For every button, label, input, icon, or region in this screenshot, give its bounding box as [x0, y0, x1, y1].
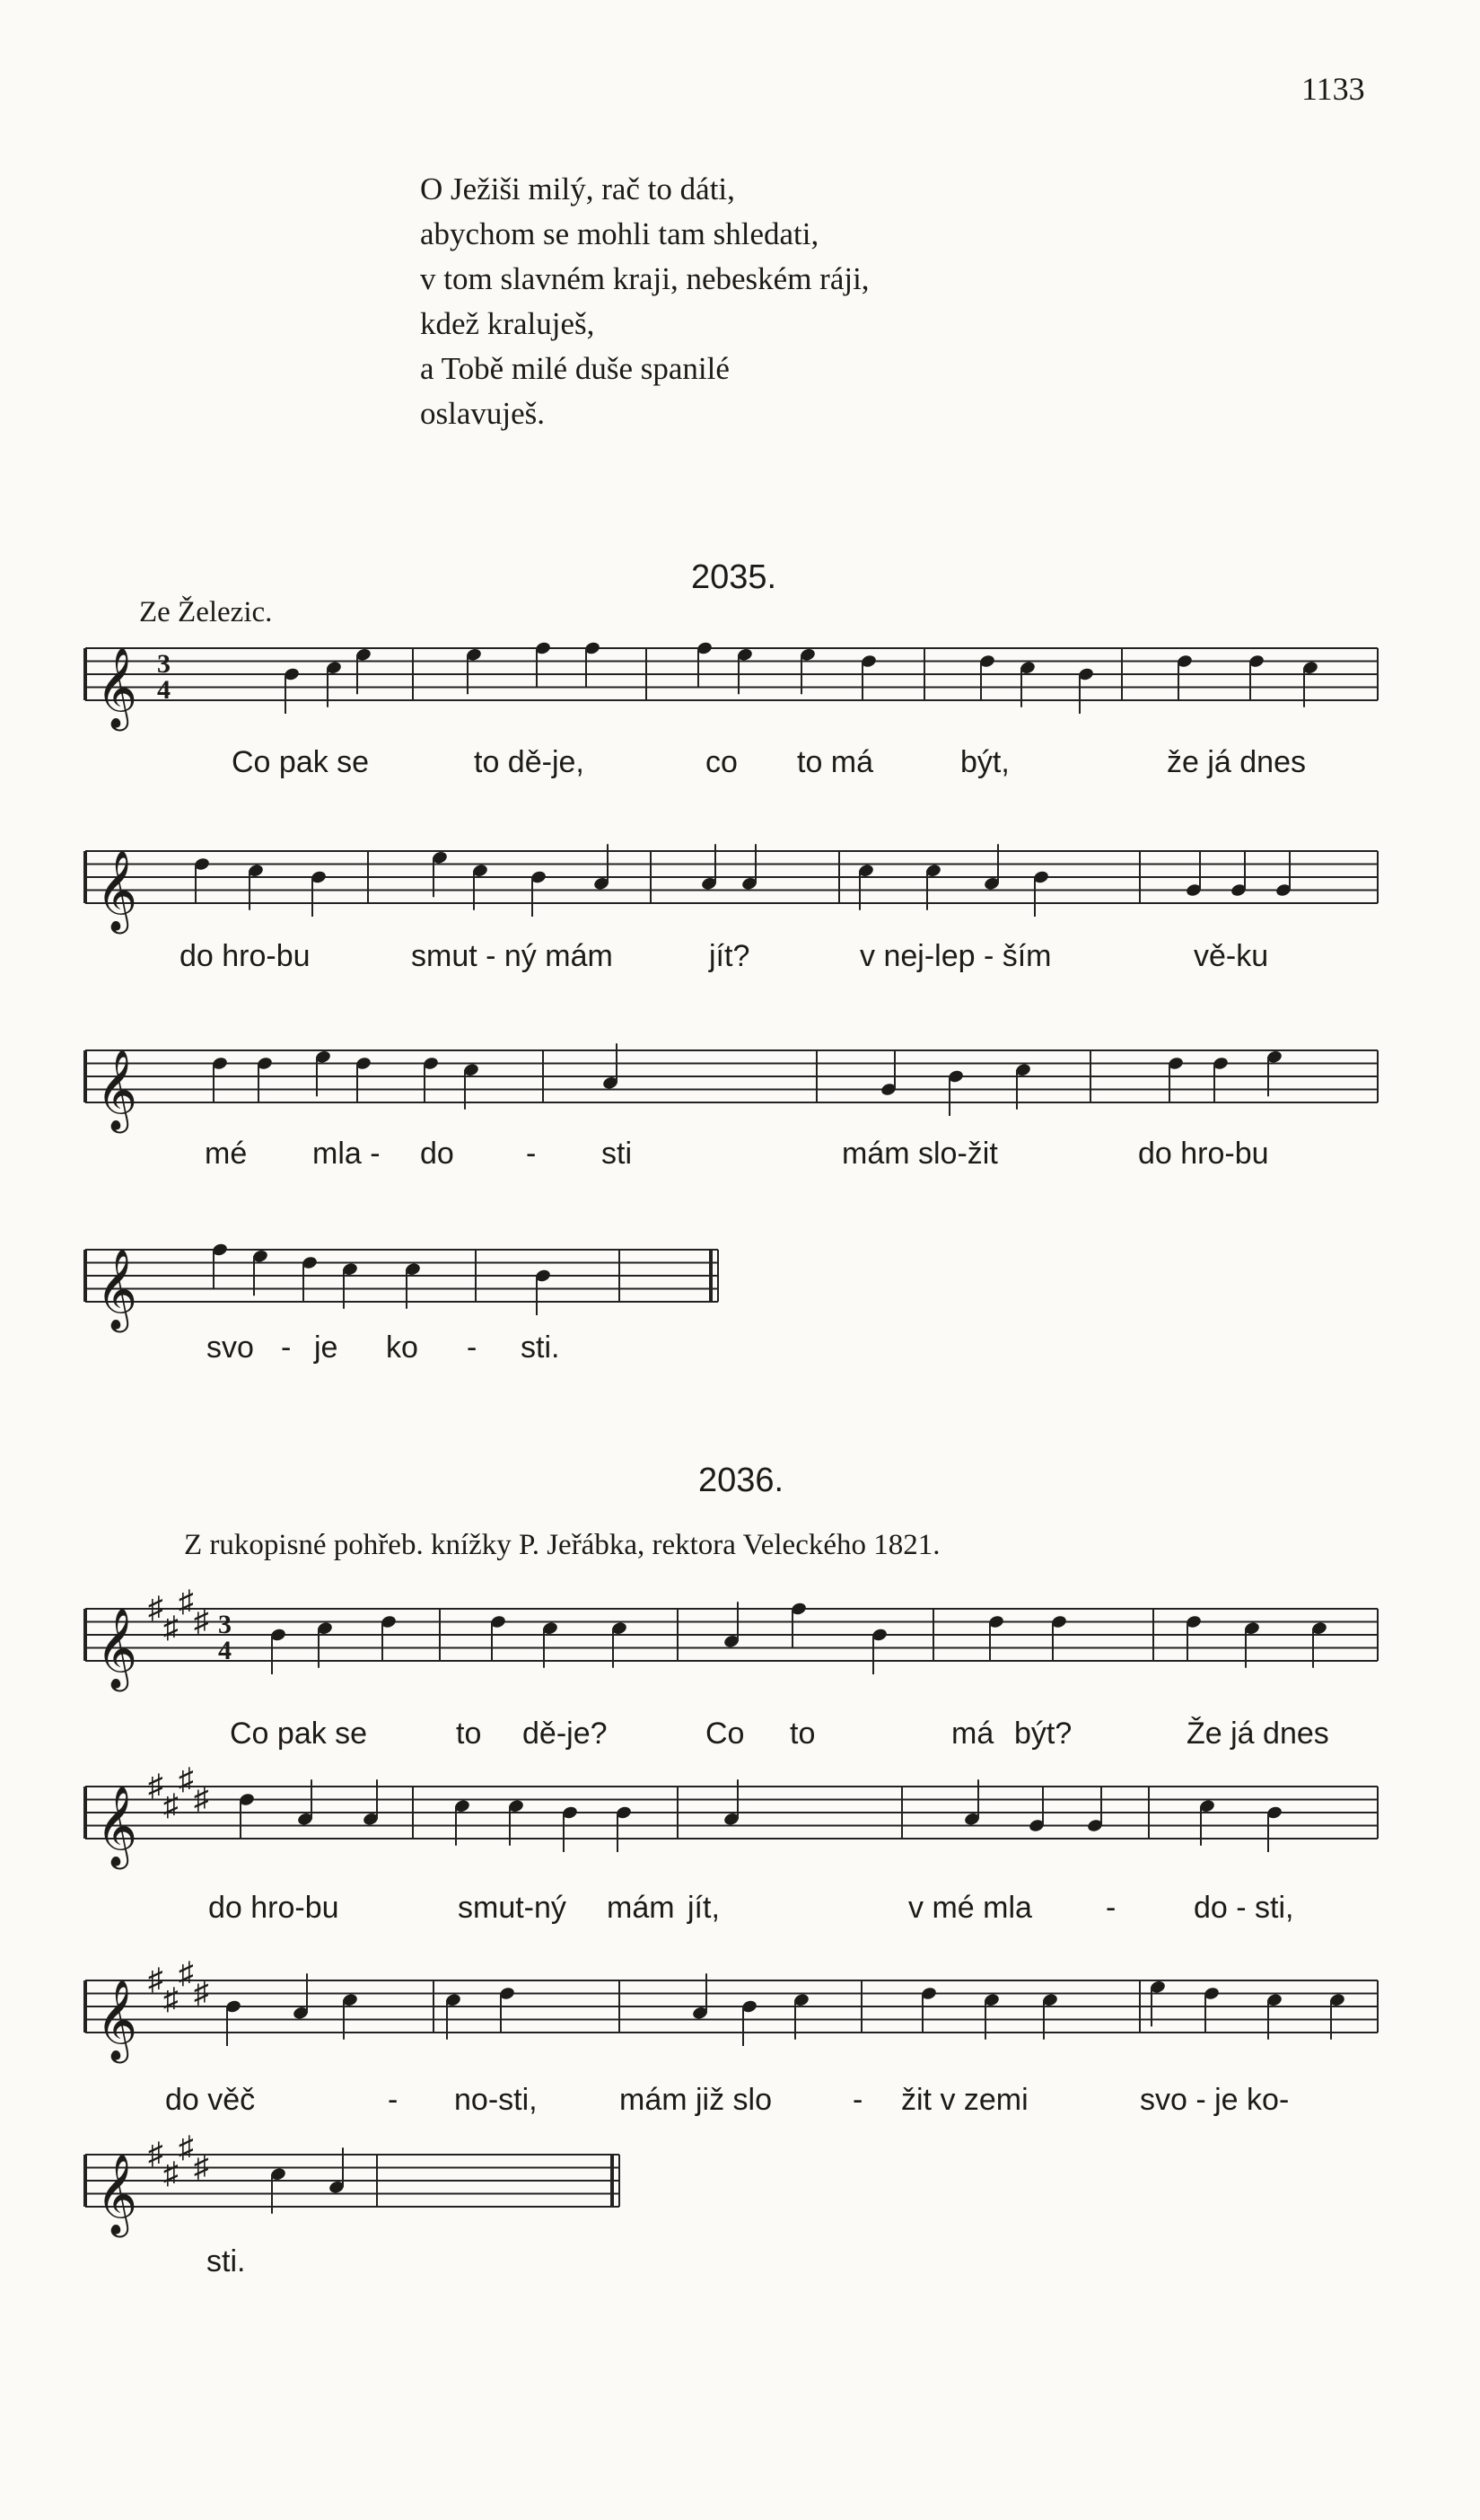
sharp-icon: ♯ [148, 1592, 163, 1625]
treble-clef-icon: 𝄞 [96, 1608, 138, 1689]
treble-clef-icon: 𝄞 [96, 850, 138, 931]
lyric-syllable: sti. [521, 1330, 560, 1365]
note-head [1041, 1992, 1058, 2007]
treble-clef-icon: 𝄞 [96, 647, 138, 728]
note-head [465, 647, 482, 663]
treble-clef-icon: 𝄞 [96, 1980, 138, 2060]
note-head [880, 1082, 897, 1097]
treble-clef-icon: 𝄞 [96, 1249, 138, 1330]
lyric-syllable: být, [960, 745, 1010, 779]
lyric-syllable: v mé mla [908, 1891, 1032, 1925]
note-head [1028, 1818, 1045, 1833]
sharp-icon: ♯ [163, 2156, 179, 2191]
lyric-syllable: smut - ný mám [411, 939, 613, 973]
lyric-syllable: Co pak se [232, 745, 370, 779]
note-head [269, 2166, 286, 2182]
note-head [238, 1792, 255, 1807]
note-head [193, 856, 210, 872]
note-head [301, 1255, 318, 1270]
lyric-syllable: dě-je? [522, 1717, 608, 1751]
lyric-syllable: mla - [312, 1137, 381, 1171]
note-head [978, 654, 995, 669]
note-head [1301, 660, 1318, 675]
song-number: 2036. [698, 1462, 784, 1499]
lyric-syllable: žit v zemi [901, 2083, 1029, 2117]
note-head [740, 876, 758, 891]
note-head [1032, 870, 1049, 885]
note-head [1086, 1818, 1103, 1833]
note-head [1203, 1986, 1220, 2001]
note-head [691, 2006, 708, 2021]
note-head [1243, 1620, 1260, 1636]
note-head [947, 1069, 964, 1084]
lyric-syllable: to [456, 1717, 482, 1751]
lyric-syllable: svo - je ko- [1140, 2083, 1290, 2117]
note-head [1265, 1805, 1283, 1821]
treble-clef-icon: 𝄞 [96, 1786, 138, 1866]
note-head [700, 876, 717, 891]
note-head [740, 1999, 758, 2015]
note-head [1149, 1980, 1166, 1995]
note-head [296, 1812, 313, 1827]
note-head [583, 641, 600, 656]
note-head [983, 1992, 1000, 2007]
poem-line: abychom se mohli tam shledati, [420, 216, 819, 251]
lyric-syllable: ko [386, 1330, 418, 1365]
poem-line: O Ježiši milý, rač to dáti, [420, 171, 735, 206]
poem-line: v tom slavném kraji, nebeském ráji, [420, 261, 870, 296]
note-head [793, 1992, 810, 2007]
time-signature-digit: 4 [218, 1636, 232, 1665]
sharp-icon: ♯ [163, 1611, 179, 1645]
note-head [722, 1812, 740, 1827]
lyric-syllable: mé [205, 1137, 248, 1171]
lyric-syllable: to [790, 1717, 816, 1751]
note-head [380, 1614, 397, 1629]
note-head [251, 1249, 268, 1264]
sharp-icon: ♯ [194, 2150, 209, 2184]
note-head [983, 876, 1000, 891]
note-head [1167, 1056, 1184, 1071]
note-head [736, 647, 753, 663]
lyric-syllable: v nej-lep - ším [860, 939, 1052, 973]
lyric-syllable: jít, [687, 1891, 720, 1925]
note-head [211, 1242, 228, 1258]
note-head [857, 863, 874, 878]
lyric-syllable: Co [705, 1717, 745, 1751]
lyric-syllable: svo [206, 1330, 254, 1365]
note-head [292, 2006, 309, 2021]
time-signature-digit: 3 [157, 649, 171, 679]
lyric-syllable: no-sti, [454, 2083, 538, 2117]
poem-stanza [420, 167, 870, 436]
note-head [1265, 1992, 1283, 2007]
note-head [489, 1614, 506, 1629]
lyric-syllable: mám [607, 1891, 675, 1925]
lyric-syllable: co [705, 745, 738, 779]
lyric-syllable: smut-ný [458, 1891, 566, 1925]
sharp-icon: ♯ [194, 1782, 209, 1816]
note-head [1274, 882, 1292, 898]
lyric-syllable: to má [797, 745, 874, 779]
lyric-syllable: být? [1014, 1717, 1073, 1751]
note-head [696, 641, 713, 656]
note-head [534, 641, 551, 656]
note-head [1185, 882, 1202, 898]
note-head [453, 1798, 470, 1813]
note-head [1310, 1620, 1327, 1636]
note-head [924, 863, 941, 878]
note-head [534, 1269, 551, 1284]
note-head [316, 1620, 333, 1636]
poem-line: kdež kraluješ, [420, 306, 595, 341]
note-head [444, 1992, 461, 2007]
sharp-icon: ♯ [179, 2130, 194, 2164]
sharp-icon: ♯ [148, 2138, 163, 2171]
note-head [269, 1628, 286, 1643]
note-head [871, 1628, 888, 1643]
note-head [1185, 1614, 1202, 1629]
note-head [431, 850, 448, 865]
note-head [530, 870, 547, 885]
note-head [310, 870, 327, 885]
time-signature-digit: 3 [218, 1610, 232, 1639]
time-signature-digit: 4 [157, 675, 171, 705]
song-origin: Ze Železic. [139, 596, 273, 628]
note-head [1014, 1062, 1031, 1077]
note-head [799, 647, 816, 663]
lyric-syllable: - [853, 2083, 863, 2117]
sharp-icon: ♯ [179, 1956, 194, 1990]
lyric-syllable: do [420, 1137, 454, 1171]
note-head [498, 1986, 515, 2001]
sharp-icon: ♯ [163, 1982, 179, 2016]
note-head [462, 1062, 479, 1077]
lyric-syllable: do hro-bu [208, 1891, 339, 1925]
sharp-icon: ♯ [148, 1963, 163, 1997]
lyric-syllable: sti. [206, 2244, 246, 2279]
sharp-icon: ♯ [194, 1604, 209, 1638]
note-head [790, 1602, 807, 1617]
treble-clef-icon: 𝄞 [96, 2154, 138, 2235]
note-head [1265, 1049, 1283, 1065]
note-head [341, 1992, 358, 2007]
page-number: 1133 [1301, 71, 1365, 107]
note-head [1176, 654, 1193, 669]
lyric-syllable: má [951, 1717, 994, 1751]
note-head [987, 1614, 1004, 1629]
song-number: 2035. [691, 558, 777, 596]
lyric-syllable: vě-ku [1194, 939, 1269, 973]
treble-clef-icon: 𝄞 [96, 1049, 138, 1130]
note-head [404, 1261, 421, 1277]
note-head [507, 1798, 524, 1813]
lyric-syllable: - [281, 1330, 292, 1365]
note-head [471, 863, 488, 878]
poem-line: oslavuješ. [420, 396, 546, 431]
note-head [1248, 654, 1265, 669]
lyric-syllable: že já dnes [1167, 745, 1306, 779]
note-head [256, 1056, 273, 1071]
lyric-syllable: mám slo-žit [842, 1137, 998, 1171]
lyric-syllable: mám již slo [619, 2083, 773, 2117]
note-head [1077, 667, 1094, 682]
note-head [963, 1812, 980, 1827]
lyric-syllable: je [314, 1330, 338, 1365]
note-head [615, 1805, 632, 1821]
note-head [224, 1999, 241, 2015]
note-head [355, 1056, 372, 1071]
note-head [541, 1620, 558, 1636]
note-head [328, 2180, 345, 2195]
lyric-syllable: - [526, 1137, 537, 1171]
sharp-icon: ♯ [163, 1788, 179, 1822]
note-head [1019, 660, 1036, 675]
lyric-syllable: Že já dnes [1187, 1717, 1329, 1751]
lyric-syllable: - [467, 1330, 477, 1365]
lyric-syllable: do věč [165, 2083, 256, 2117]
note-head [561, 1805, 578, 1821]
lyric-syllable: do - sti, [1194, 1891, 1294, 1925]
note-head [211, 1056, 228, 1071]
lyric-syllable: do hro-bu [180, 939, 311, 973]
note-head [422, 1056, 439, 1071]
lyric-syllable: sti [601, 1137, 632, 1171]
note-head [362, 1812, 379, 1827]
note-head [1212, 1056, 1229, 1071]
note-head [314, 1049, 331, 1065]
note-head [722, 1634, 740, 1649]
note-head [1198, 1798, 1215, 1813]
lyric-syllable: do hro-bu [1138, 1137, 1269, 1171]
note-head [247, 863, 264, 878]
note-head [920, 1986, 937, 2001]
lyric-syllable: - [388, 2083, 398, 2117]
sharp-icon: ♯ [179, 1585, 194, 1619]
note-head [610, 1620, 627, 1636]
note-head [325, 660, 342, 675]
note-head [283, 667, 300, 682]
lyric-syllable: to dě-je, [474, 745, 584, 779]
note-head [1230, 882, 1247, 898]
lyric-syllable: Co pak se [230, 1717, 368, 1751]
note-head [341, 1261, 358, 1277]
poem-line: a Tobě milé duše spanilé [420, 351, 730, 386]
sharp-icon: ♯ [148, 1769, 163, 1803]
sharp-icon: ♯ [179, 1762, 194, 1796]
note-head [860, 654, 877, 669]
note-head [601, 1076, 618, 1091]
lyric-syllable: jít? [709, 939, 750, 973]
song-origin: Z rukopisné pohřeb. knížky P. Jeřábka, rektora Veleckého 1821. [184, 1529, 941, 1561]
note-head [355, 647, 372, 663]
note-head [592, 876, 609, 891]
note-head [1050, 1614, 1067, 1629]
note-head [1328, 1992, 1345, 2007]
lyric-syllable: - [1106, 1891, 1117, 1925]
sharp-icon: ♯ [194, 1976, 209, 2010]
